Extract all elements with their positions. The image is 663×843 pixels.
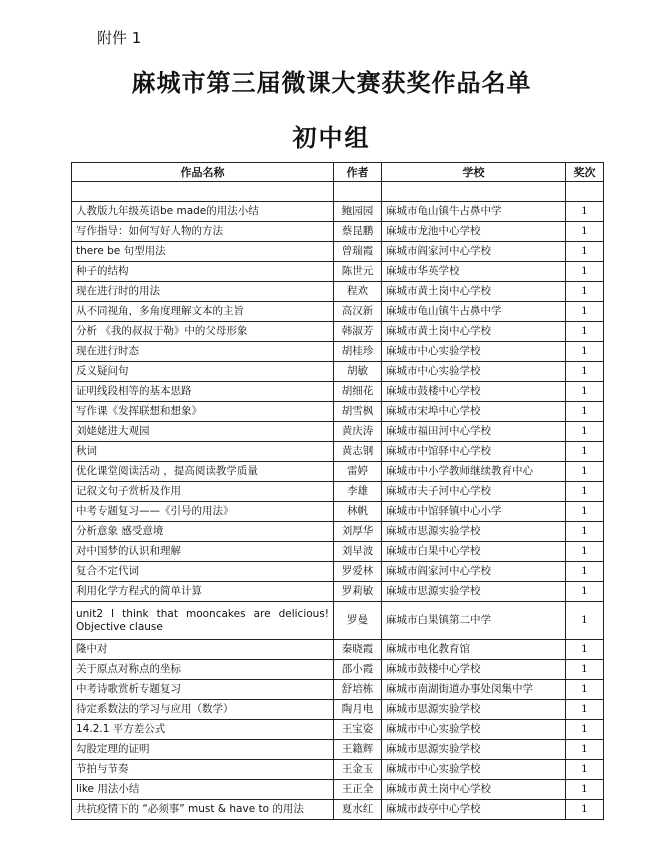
work-title-cell: 秋词 bbox=[72, 442, 334, 462]
author-cell: 曾瑞霞 bbox=[334, 242, 382, 262]
school-cell: 麻城市鼓楼中心学校 bbox=[382, 660, 566, 680]
work-title-cell: 利用化学方程式的简单计算 bbox=[72, 582, 334, 602]
table-row bbox=[72, 660, 604, 680]
school-cell: 麻城市中心实验学校 bbox=[382, 362, 566, 382]
table-header-row bbox=[72, 163, 604, 182]
work-title-cell: 待定系数法的学习与应用（数学） bbox=[72, 700, 334, 720]
author-cell: 韩淑芳 bbox=[334, 322, 382, 342]
empty-cell bbox=[566, 182, 604, 202]
column-header-work: 作品名称 bbox=[72, 163, 334, 182]
author-cell: 程欢 bbox=[334, 282, 382, 302]
table-row bbox=[72, 302, 604, 322]
work-title-cell: there be 句型用法 bbox=[72, 242, 334, 262]
rank-cell: 1 bbox=[566, 562, 604, 582]
table-row bbox=[72, 562, 604, 582]
author-cell: 胡敏 bbox=[334, 362, 382, 382]
school-cell: 麻城市思源实验学校 bbox=[382, 700, 566, 720]
table-row bbox=[72, 462, 604, 482]
author-cell: 罗曼 bbox=[334, 602, 382, 640]
table-row bbox=[72, 222, 604, 242]
table-row bbox=[72, 282, 604, 302]
school-cell: 麻城市华英学校 bbox=[382, 262, 566, 282]
rank-cell: 1 bbox=[566, 680, 604, 700]
attachment-label: 附件 1 bbox=[97, 29, 142, 47]
school-cell: 麻城市阎家河中心学校 bbox=[382, 562, 566, 582]
work-title-cell: 记叙文句子赏析及作用 bbox=[72, 482, 334, 502]
work-title-cell: 现在进行时的用法 bbox=[72, 282, 334, 302]
author-cell: 秦晓霞 bbox=[334, 640, 382, 660]
work-title-cell: 对中国梦的认识和理解 bbox=[72, 542, 334, 562]
work-title-cell: 隆中对 bbox=[72, 640, 334, 660]
work-title-cell: 从不同视角，多角度理解文本的主旨 bbox=[72, 302, 334, 322]
table-row bbox=[72, 700, 604, 720]
work-title-cell: 现在进行时态 bbox=[72, 342, 334, 362]
rank-cell: 1 bbox=[566, 402, 604, 422]
table-row bbox=[72, 680, 604, 700]
school-cell: 麻城市中小学教师继续教育中心 bbox=[382, 462, 566, 482]
author-cell: 雷婷 bbox=[334, 462, 382, 482]
author-cell: 陈世元 bbox=[334, 262, 382, 282]
empty-cell bbox=[72, 182, 334, 202]
document-title: 麻城市第三届微课大赛获奖作品名单 bbox=[131, 68, 532, 97]
rank-cell: 1 bbox=[566, 322, 604, 342]
school-cell: 麻城市中心实验学校 bbox=[382, 342, 566, 362]
rank-cell: 1 bbox=[566, 602, 604, 640]
author-cell: 夏水红 bbox=[334, 800, 382, 820]
empty-cell bbox=[334, 182, 382, 202]
author-cell: 胡细花 bbox=[334, 382, 382, 402]
author-cell: 刘早波 bbox=[334, 542, 382, 562]
school-cell: 麻城市鼓楼中心学校 bbox=[382, 382, 566, 402]
rank-cell: 1 bbox=[566, 760, 604, 780]
work-title-cell: 证明线段相等的基本思路 bbox=[72, 382, 334, 402]
table-body bbox=[72, 182, 604, 820]
author-cell: 邵小霞 bbox=[334, 660, 382, 680]
school-cell: 麻城市南湖街道办事处闵集中学 bbox=[382, 680, 566, 700]
table-row bbox=[72, 362, 604, 382]
author-cell: 陶月电 bbox=[334, 700, 382, 720]
school-cell: 麻城市思源实验学校 bbox=[382, 582, 566, 602]
work-title-cell: 关于原点对称点的坐标 bbox=[72, 660, 334, 680]
column-header-school: 学校 bbox=[382, 163, 566, 182]
rank-cell: 1 bbox=[566, 442, 604, 462]
school-cell: 麻城市中心实验学校 bbox=[382, 760, 566, 780]
author-cell: 罗爱林 bbox=[334, 562, 382, 582]
work-title-cell: 分析意象 感受意境 bbox=[72, 522, 334, 542]
work-title-cell: 14.2.1 平方差公式 bbox=[72, 720, 334, 740]
table-row bbox=[72, 442, 604, 462]
work-title-cell: 中考专题复习——《引号的用法》 bbox=[72, 502, 334, 522]
table-row bbox=[72, 780, 604, 800]
rank-cell: 1 bbox=[566, 282, 604, 302]
rank-cell: 1 bbox=[566, 542, 604, 562]
rank-cell: 1 bbox=[566, 362, 604, 382]
table-row bbox=[72, 800, 604, 820]
rank-cell: 1 bbox=[566, 522, 604, 542]
table-row bbox=[72, 640, 604, 660]
rank-cell: 1 bbox=[566, 342, 604, 362]
school-cell: 麻城市黄土岗中心学校 bbox=[382, 282, 566, 302]
table-row bbox=[72, 382, 604, 402]
work-title-cell: 写作课《发挥联想和想象》 bbox=[72, 402, 334, 422]
school-cell: 麻城市思源实验学校 bbox=[382, 522, 566, 542]
author-cell: 王正全 bbox=[334, 780, 382, 800]
table-row bbox=[72, 602, 604, 640]
rank-cell: 1 bbox=[566, 720, 604, 740]
table-row bbox=[72, 482, 604, 502]
rank-cell: 1 bbox=[566, 222, 604, 242]
school-cell: 麻城市思源实验学校 bbox=[382, 740, 566, 760]
school-cell: 麻城市宋埠中心学校 bbox=[382, 402, 566, 422]
work-title-cell: 分析 《我的叔叔于勒》中的父母形象 bbox=[72, 322, 334, 342]
rank-cell: 1 bbox=[566, 582, 604, 602]
table-row bbox=[72, 402, 604, 422]
author-cell: 李雄 bbox=[334, 482, 382, 502]
table-row bbox=[72, 322, 604, 342]
work-title-cell: 人教版九年级英语be made的用法小结 bbox=[72, 202, 334, 222]
work-title-cell: 优化课堂阅读活动 ，提高阅读教学质量 bbox=[72, 462, 334, 482]
work-title-cell: 刘姥姥进大观园 bbox=[72, 422, 334, 442]
school-cell: 麻城市龙池中心学校 bbox=[382, 222, 566, 242]
awards-table bbox=[71, 162, 604, 820]
school-cell: 麻城市白果中心学校 bbox=[382, 542, 566, 562]
work-title-cell: 种子的结构 bbox=[72, 262, 334, 282]
table-row bbox=[72, 720, 604, 740]
school-cell: 麻城市龟山镇牛占鼻中学 bbox=[382, 302, 566, 322]
school-cell: 麻城市黄土岗中心学校 bbox=[382, 780, 566, 800]
author-cell: 胡桂珍 bbox=[334, 342, 382, 362]
rank-cell: 1 bbox=[566, 382, 604, 402]
table-row bbox=[72, 502, 604, 522]
rank-cell: 1 bbox=[566, 482, 604, 502]
author-cell: 高汉新 bbox=[334, 302, 382, 322]
rank-cell: 1 bbox=[566, 462, 604, 482]
table-row bbox=[72, 242, 604, 262]
school-cell: 麻城市黄土岗中心学校 bbox=[382, 322, 566, 342]
work-title-cell: 反义疑问句 bbox=[72, 362, 334, 382]
school-cell: 麻城市阎家河中心学校 bbox=[382, 242, 566, 262]
author-cell: 胡雪枫 bbox=[334, 402, 382, 422]
table-row bbox=[72, 760, 604, 780]
author-cell: 罗莉敏 bbox=[334, 582, 382, 602]
author-cell: 鲍园园 bbox=[334, 202, 382, 222]
rank-cell: 1 bbox=[566, 660, 604, 680]
author-cell: 蔡昆鹏 bbox=[334, 222, 382, 242]
table-row bbox=[72, 202, 604, 222]
work-title-cell: unit2 I think that mooncakes are delicious! Objective clause bbox=[72, 602, 334, 640]
table-row bbox=[72, 422, 604, 442]
group-subtitle: 初中组 bbox=[292, 123, 371, 152]
author-cell: 黄志钢 bbox=[334, 442, 382, 462]
rank-cell: 1 bbox=[566, 242, 604, 262]
rank-cell: 1 bbox=[566, 640, 604, 660]
table-row bbox=[72, 342, 604, 362]
rank-cell: 1 bbox=[566, 502, 604, 522]
author-cell: 刘厚华 bbox=[334, 522, 382, 542]
column-header-rank: 奖次 bbox=[566, 163, 604, 182]
empty-row bbox=[72, 182, 604, 202]
rank-cell: 1 bbox=[566, 302, 604, 322]
empty-cell bbox=[382, 182, 566, 202]
rank-cell: 1 bbox=[566, 202, 604, 222]
school-cell: 麻城市福田河中心学校 bbox=[382, 422, 566, 442]
work-title-cell: 写作指导：如何写好人物的方法 bbox=[72, 222, 334, 242]
rank-cell: 1 bbox=[566, 780, 604, 800]
author-cell: 林帆 bbox=[334, 502, 382, 522]
work-title-cell: like 用法小结 bbox=[72, 780, 334, 800]
rank-cell: 1 bbox=[566, 700, 604, 720]
school-cell: 麻城市中馆驿镇中心小学 bbox=[382, 502, 566, 522]
school-cell: 麻城市电化教育馆 bbox=[382, 640, 566, 660]
rank-cell: 1 bbox=[566, 800, 604, 820]
school-cell: 麻城市夫子河中心学校 bbox=[382, 482, 566, 502]
column-header-author: 作者 bbox=[334, 163, 382, 182]
school-cell: 麻城市龟山镇牛占鼻中学 bbox=[382, 202, 566, 222]
work-title-cell: 复合不定代词 bbox=[72, 562, 334, 582]
school-cell: 麻城市歧亭中心学校 bbox=[382, 800, 566, 820]
work-title-cell: 节拍与节奏 bbox=[72, 760, 334, 780]
table-row bbox=[72, 262, 604, 282]
table-row bbox=[72, 522, 604, 542]
work-title-cell: 勾股定理的证明 bbox=[72, 740, 334, 760]
school-cell: 麻城市中心实验学校 bbox=[382, 720, 566, 740]
author-cell: 王金玉 bbox=[334, 760, 382, 780]
rank-cell: 1 bbox=[566, 262, 604, 282]
rank-cell: 1 bbox=[566, 422, 604, 442]
table-row bbox=[72, 740, 604, 760]
author-cell: 王籍辉 bbox=[334, 740, 382, 760]
school-cell: 麻城市中馆驿中心学校 bbox=[382, 442, 566, 462]
table-row bbox=[72, 582, 604, 602]
table-row bbox=[72, 542, 604, 562]
author-cell: 王宝姿 bbox=[334, 720, 382, 740]
author-cell: 舒培栋 bbox=[334, 680, 382, 700]
work-title-cell: 共抗疫情下的 “必须事” must & have to 的用法 bbox=[72, 800, 334, 820]
author-cell: 黄庆涛 bbox=[334, 422, 382, 442]
school-cell: 麻城市白果镇第二中学 bbox=[382, 602, 566, 640]
rank-cell: 1 bbox=[566, 740, 604, 760]
work-title-cell: 中考诗歌赏析专题复习 bbox=[72, 680, 334, 700]
